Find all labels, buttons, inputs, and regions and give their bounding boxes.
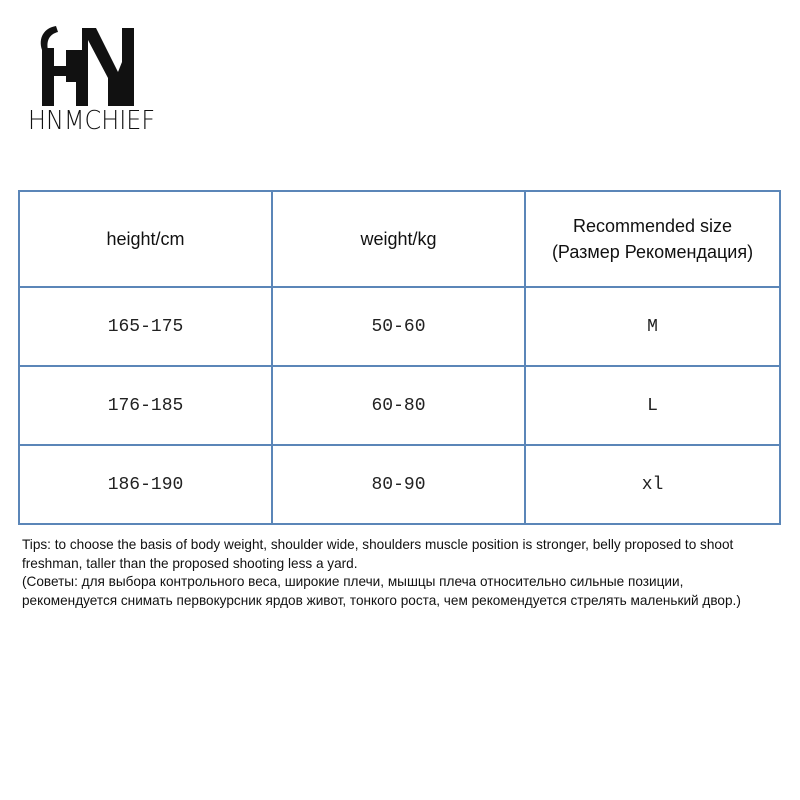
size-chart-table: [18, 190, 781, 525]
cell-weight: 60-80: [272, 366, 525, 445]
cell-height: 165-175: [19, 287, 272, 366]
hnmchief-logo-icon: [26, 22, 176, 112]
table-row: [19, 445, 780, 524]
header-size-english: Recommended size: [572, 216, 733, 236]
cell-weight: 50-60: [272, 287, 525, 366]
cell-height: 176-185: [19, 366, 272, 445]
tips-english: Tips: to choose the basis of body weight, shoulder wide, shoulders muscle position is stronger, belly proposed to shoot freshman, taller than the proposed shooting less a yard.: [22, 537, 734, 571]
table-row: [19, 287, 780, 366]
cell-size: L: [525, 366, 780, 445]
header-recommended-size: [525, 191, 780, 287]
header-height: height/cm: [19, 191, 272, 287]
cell-size: M: [525, 287, 780, 366]
brand-name: HNMCHIEF: [28, 106, 156, 136]
cell-height: 186-190: [19, 445, 272, 524]
tips-russian: (Советы: для выбора контрольного веса, широкие плечи, мышцы плеча относительно сильные позиции, рекомендуется снимать первокурсник ярдов живот, тонкого роста, чем рекомендуется стрелять маленький двор.): [22, 574, 741, 608]
tips-text: [22, 536, 782, 610]
table-header-row: [19, 191, 780, 287]
cell-weight: 80-90: [272, 445, 525, 524]
header-size-russian: (Размер Рекомендация): [551, 242, 754, 262]
header-weight: weight/kg: [272, 191, 525, 287]
cell-size: xl: [525, 445, 780, 524]
table-row: [19, 366, 780, 445]
